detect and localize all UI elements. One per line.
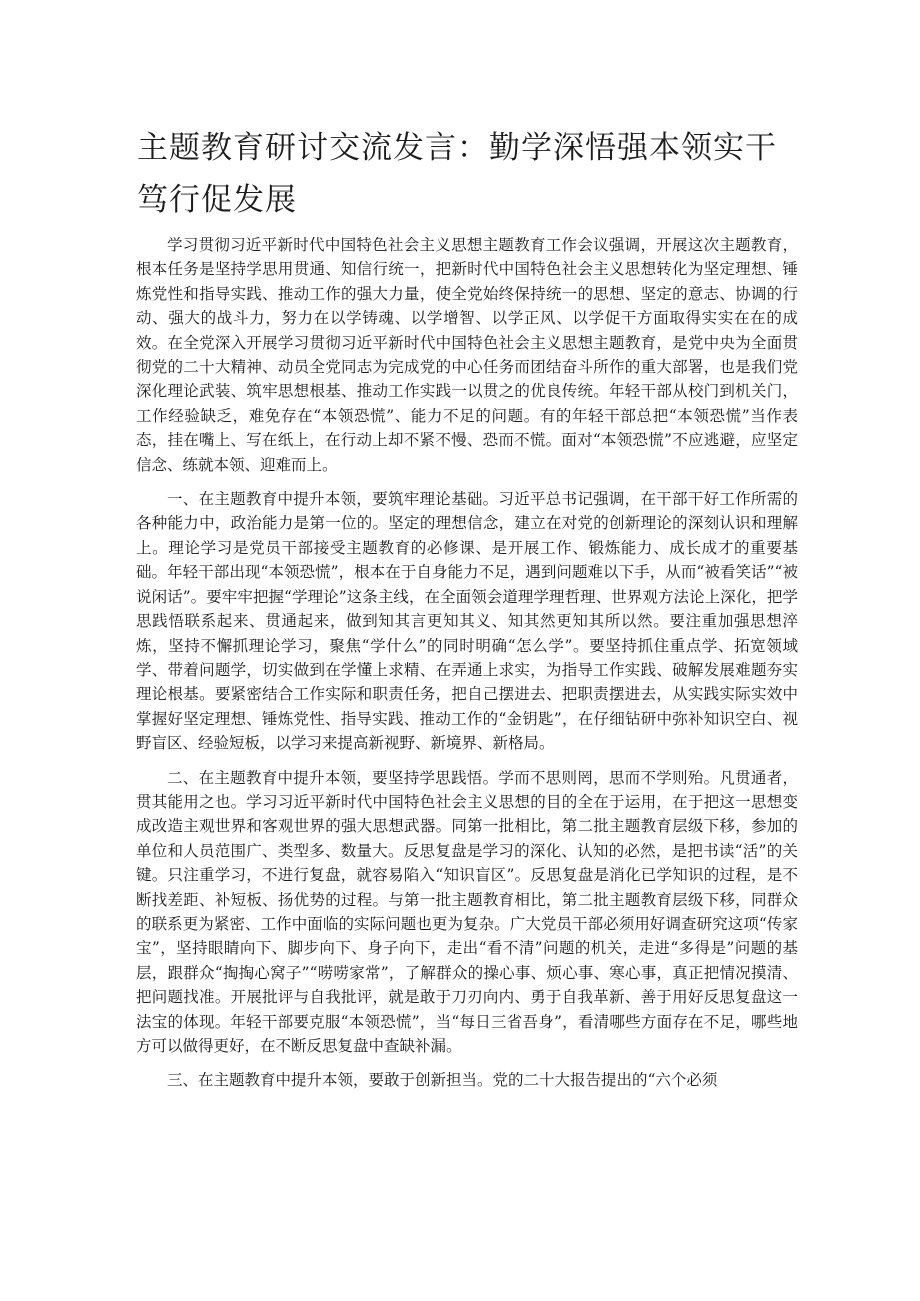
document-body [136,233,798,1103]
intro-paragraph: 学习贯彻习近平新时代中国特色社会主义思想主题教育工作会议强调，开展这次主题教育，根本任务是坚持学思用贯通、知信行统一，把新时代中国特色社会主义思想转化为坚定理想、锤炼党性和指导实践、推动工作的强大力量，使全党始终保持统一的思想、坚定的意志、协调的行动、强大的战斗力，努力在以学铸魂、以学增智、以学正风、以学促干方面取得实实在在的成效。在全党深入开展学习贯彻习近平新时代中国特色社会主义思想主题教育，是党中央为全面贯彻党的二十大精神、动员全党同志为完成党的中心任务而团结奋斗所作的重大部署，也是我们党深化理论武装、筑牢思想根基、推动工作实践一以贯之的优良传统。年轻干部从校门到机关门，工作经验缺乏，难免存在“本领恐慌”、能力不足的问题。有的年轻干部总把“本领恐慌”当作表态，挂在嘴上、写在纸上，在行动上却不紧不慢、恐而不慌。面对“本领恐慌”不应逃避，应坚定信念、练就本领、迎难而上。 [136,236,798,474]
section-three-paragraph: 三、在主题教育中提升本领，要敢于创新担当。党的二十大报告提出的“六个必须 [167,1071,718,1090]
section-two-paragraph: 二、在主题教育中提升本领，要坚持学思践悟。学而不思则罔，思而不学则殆。凡贯通者，贯其能用之也。学习习近平新时代中国特色社会主义思想的目的全在于运用，在于把这一思想变成改造主观世界和客观世界的强大思想武器。同第一批相比，第二批主题教育层级下移，参加的单位和人员范围广、类型多、数量大。反思复盘是学习的深化、认知的必然，是把书读“活”的关键。只注重学习，不进行复盘，就容易陷入“知识盲区”。反思复盘是消化已学知识的过程，是不断找差距、补短板、扬优势的过程。与第一批主题教育相比，第二批主题教育层级下移，同群众的联系更为紧密、工作中面临的实际问题也更为复杂。广大党员干部必须用好调查研究这项“传家宝”，坚持眼睛向下、脚步向下、身子向下，走出“看不清”问题的机关，走进“多得是”问题的基层，跟群众“掏掏心窝子”“唠唠家常”，了解群众的操心事、烦心事、寒心事，真正把情况摸清、把问题找准。开展批评与自我批评，就是敢于刀刃向内、勇于自我革新、善于用好反思复盘这一法宝的体现。年轻干部要克服“本领恐慌”，当“每日三省吾身”，看清哪些方面存在不足，哪些地方可以做得更好，在不断反思复盘中查缺补漏。 [136,768,798,1055]
section-one-paragraph: 一、在主题教育中提升本领，要筑牢理论基础。习近平总书记强调，在干部干好工作所需的各种能力中，政治能力是第一位的。坚定的理想信念，建立在对党的创新理论的深刻认识和理解上。理论学习是党员干部接受主题教育的必修课、是开展工作、锻炼能力、成长成才的重要基础。年轻干部出现“本领恐慌”，根本在于自身能力不足，遇到问题难以下手，从而“被看笑话”“被说闲话”。要牢牢把握“学理论”这条主线，在全面领会道理学理哲理、世界观方法论上深化，把学思践悟联系起来、贯通起来，做到知其言更知其义、知其然更知其所以然。要注重加强思想淬炼，坚持不懈抓理论学习，聚焦“学什么”的同时明确“怎么学”。要坚持抓住重点学、拓宽领域学、带着问题学，切实做到在学懂上求精、在弄通上求实，为指导工作实践、破解发展难题夯实理论根基。要紧密结合工作实际和职责任务，把自己摆进去、把职责摆进去，从实践实际实效中掌握好坚定理想、锤炼党性、指导实践、推动工作的“金钥匙”，在仔细钻研中弥补知识空白、视野盲区、经验短板，以学习来提高新视野、新境界、新格局。 [136,490,798,753]
document-title: 主题教育研讨交流发言：勤学深悟强本领实干笃行促发展 [137,130,777,218]
